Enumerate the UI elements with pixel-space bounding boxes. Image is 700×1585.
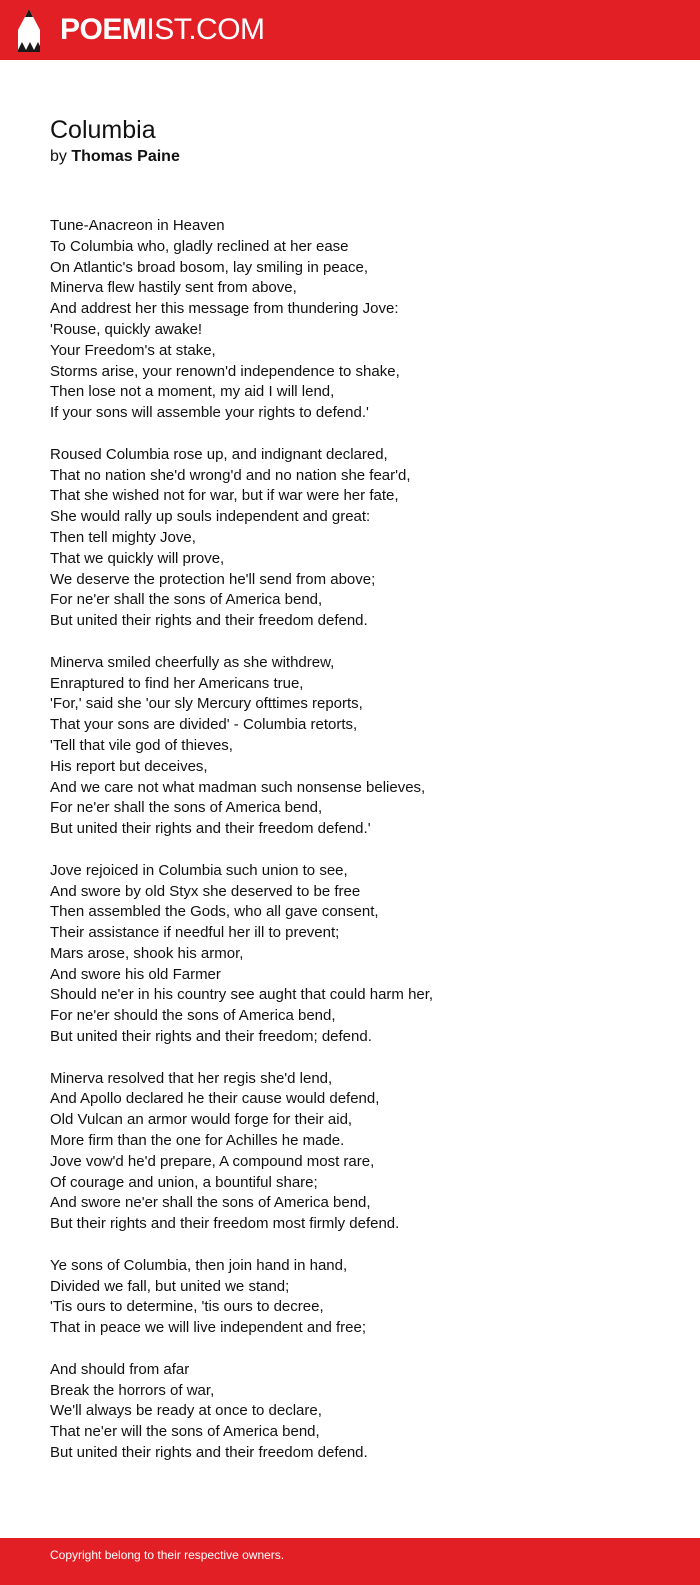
poem-line: 'Rouse, quickly awake! xyxy=(50,320,203,338)
poem-line: Tune-Anacreon in Heaven xyxy=(50,217,225,234)
poem-title: Columbia xyxy=(50,116,156,144)
poem-line: Divided we fall, but united we stand; xyxy=(50,1277,290,1295)
poem-line: That she wished not for war, but if war were her fate, xyxy=(50,487,399,505)
byline-prefix: by xyxy=(50,148,67,165)
poem-line: Their assistance if needful her ill to prevent; xyxy=(50,924,340,942)
poem-line: And swore by old Styx she deserved to be free xyxy=(50,882,361,900)
poem-stanza xyxy=(50,653,670,840)
poem-line: That ne'er will the sons of America bend, xyxy=(50,1423,320,1441)
poem-byline xyxy=(50,146,180,168)
poem-stanza xyxy=(50,216,670,424)
site-logo-text xyxy=(60,8,265,52)
poem-line: Then tell mighty Jove, xyxy=(50,528,196,546)
poem-line: On Atlantic's broad bosom, lay smiling in peace, xyxy=(50,258,369,276)
pencil-icon xyxy=(16,8,42,52)
poem-line: But their rights and their freedom most firmly defend. xyxy=(50,1215,400,1233)
poem-stanza xyxy=(50,861,670,1048)
poem-line: For ne'er should the sons of America bend, xyxy=(50,1007,336,1025)
poem-line: And swore ne'er shall the sons of America bend, xyxy=(50,1194,371,1212)
poem-line: Storms arise, your renown'd independence to shake, xyxy=(50,362,400,380)
poem-line: Then lose not a moment, my aid I will lend, xyxy=(50,383,335,401)
poem-stanza xyxy=(50,1069,670,1235)
poem-line: Enraptured to find her Americans true, xyxy=(50,674,304,692)
poem-author[interactable]: Thomas Paine xyxy=(71,148,180,165)
site-footer xyxy=(0,1538,700,1585)
poem-line: For ne'er shall the sons of America bend, xyxy=(50,799,323,817)
poem-line: Old Vulcan an armor would forge for their aid, xyxy=(50,1111,353,1129)
poem-line: That no nation she'd wrong'd and no nation she fear'd, xyxy=(50,466,411,484)
poem-body xyxy=(50,216,670,1485)
poem-line: 'Tell that vile god of thieves, xyxy=(50,736,233,754)
poem-line: 'Tis ours to determine, 'tis ours to decree, xyxy=(50,1298,324,1316)
poem-line: Your Freedom's at stake, xyxy=(50,341,216,359)
poem-line: And addrest her this message from thundering Jove: xyxy=(50,300,399,318)
poem-line: But united their rights and their freedom; defend. xyxy=(50,1028,372,1046)
poem-line: 'For,' said she 'our sly Mercury ofttimes reports, xyxy=(50,695,363,713)
poem-line: Jove vow'd he'd prepare, A compound most rare, xyxy=(50,1152,375,1170)
poem-line: Minerva flew hastily sent from above, xyxy=(50,279,297,297)
poem-line: Roused Columbia rose up, and indignant declared, xyxy=(50,445,388,463)
poem-line: Break the horrors of war, xyxy=(50,1381,215,1399)
poem-line: Minerva smiled cheerfully as she withdrew, xyxy=(50,653,335,671)
poem-line: For ne'er shall the sons of America bend, xyxy=(50,591,323,609)
poem-line: And we care not what madman such nonsense believes, xyxy=(50,778,426,796)
poem-line: Should ne'er in his country see aught that could harm her, xyxy=(50,986,434,1004)
poem-line: And Apollo declared he their cause would defend, xyxy=(50,1090,380,1108)
poem-line: If your sons will assemble your rights to defend.' xyxy=(50,404,369,422)
logo-rest-part: IST.COM xyxy=(146,13,265,46)
site-logo-link[interactable] xyxy=(16,8,265,52)
poem-line: But united their rights and their freedom defend. xyxy=(50,612,368,630)
poem-stanza xyxy=(50,1256,670,1339)
poem-line: But united their rights and their freedom defend. xyxy=(50,1444,368,1462)
poem-line: Mars arose, shook his armor, xyxy=(50,944,244,962)
poem-line: That in peace we will live independent and free; xyxy=(50,1319,367,1337)
poem-line: We deserve the protection he'll send from above; xyxy=(50,570,376,588)
poem-line: His report but deceives, xyxy=(50,757,208,775)
poem-line: That your sons are divided' - Columbia retorts, xyxy=(50,716,358,734)
poem-line: To Columbia who, gladly reclined at her ease xyxy=(50,237,349,255)
poem-line: That we quickly will prove, xyxy=(50,549,225,567)
poem-line: Minerva resolved that her regis she'd lend, xyxy=(50,1069,333,1087)
poem-line: Ye sons of Columbia, then join hand in hand, xyxy=(50,1256,348,1274)
poem-line: And swore his old Farmer xyxy=(50,965,221,983)
footer-copyright: Copyright belong to their respective owners. xyxy=(50,1548,285,1562)
site-header xyxy=(0,0,700,60)
poem-line: She would rally up souls independent and great: xyxy=(50,508,371,526)
poem-line: We'll always be ready at once to declare, xyxy=(50,1402,322,1420)
poem-stanza xyxy=(50,1360,670,1464)
poem-line: Jove rejoiced in Columbia such union to see, xyxy=(50,861,348,879)
poem-line: And should from afar xyxy=(50,1360,190,1378)
poem-line: But united their rights and their freedom defend.' xyxy=(50,820,371,838)
poem-line: Of courage and union, a bountiful share; xyxy=(50,1173,318,1191)
poem-stanza xyxy=(50,445,670,632)
poem-line: Then assembled the Gods, who all gave consent, xyxy=(50,903,379,921)
poem-line: More firm than the one for Achilles he made. xyxy=(50,1132,345,1150)
logo-bold-part: POEM xyxy=(60,13,147,46)
